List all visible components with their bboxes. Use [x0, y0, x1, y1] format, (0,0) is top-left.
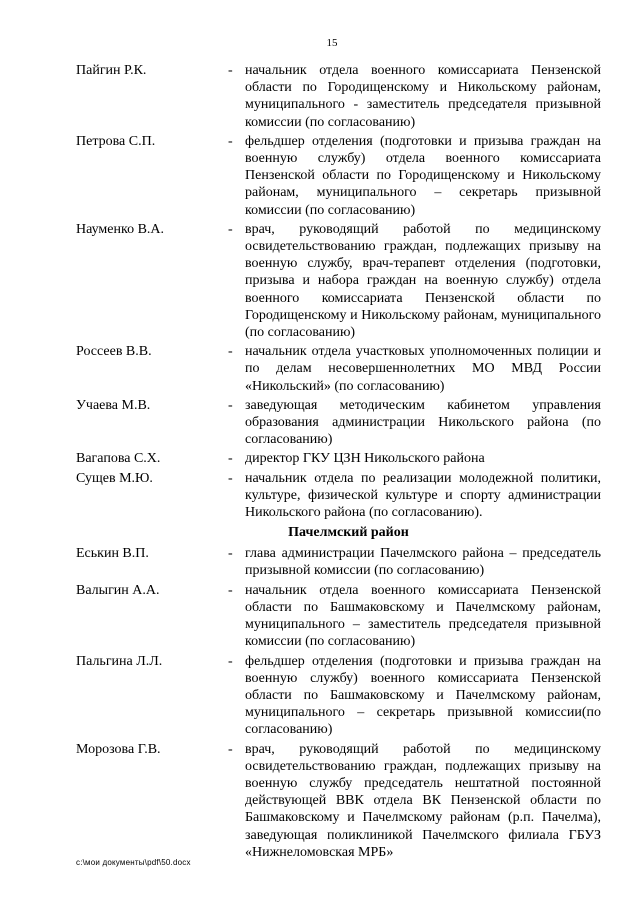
separator-dash: -: [228, 344, 233, 360]
list-item: [76, 582, 601, 651]
separator-dash: -: [228, 582, 233, 598]
list-item: [76, 741, 601, 861]
list-item: [76, 221, 601, 341]
member-name: Пальгина Л.Л.: [76, 653, 163, 669]
section-title: Пачелмский район: [288, 525, 409, 541]
member-name: Учаева М.В.: [76, 397, 151, 413]
member-name: Валыгин А.А.: [76, 582, 160, 598]
list-item: [76, 343, 601, 395]
separator-dash: -: [228, 63, 233, 78]
separator-dash: -: [228, 546, 233, 562]
commission-list: [76, 62, 601, 863]
file-path-footer: c:\мои документы\pdf\50.docx: [76, 858, 191, 867]
list-item: [76, 397, 601, 449]
member-position: фельдшер отделения (подготовки и призыва граждан на военную службу) военного комиссариата Пензенской области по Башмаковскому и Пачелмскому районам, муниципального – секретарь призывной комиссии(по согласованию): [245, 653, 601, 738]
list-item: [76, 545, 601, 579]
member-name: Морозова Г.В.: [76, 741, 161, 757]
member-position: начальник отдела военного комиссариата Пензенской области по Городищенскому и Никольскому районам, муниципального - заместитель председателя призывной комиссии (по согласованию): [245, 63, 601, 130]
separator-dash: -: [228, 741, 233, 757]
member-name: Науменко В.А.: [76, 221, 165, 237]
member-name: Еськин В.П.: [76, 546, 149, 562]
member-name: Вагапова С.Х.: [76, 451, 161, 467]
member-position: начальник отдела участковых уполномоченных полиции и по делам несовершеннолетних МО МВД России «Никольский» (по согласованию): [245, 344, 601, 394]
list-item: [76, 450, 601, 467]
member-position: заведующая методическим кабинетом управления образования администрации Никольского района (по согласованию): [245, 397, 601, 448]
list-item: [76, 653, 601, 739]
member-position: начальник отдела по реализации молодежной политики, культуре, физической культуре и спорту администрации Никольского района (по согласованию).: [245, 470, 601, 521]
separator-dash: -: [228, 653, 233, 669]
member-name: Пайгин Р.К.: [76, 63, 147, 78]
member-position: глава администрации Пачелмского района – председатель призывной комиссии (по согласованию): [245, 546, 601, 579]
list-item: [76, 470, 601, 522]
separator-dash: -: [228, 451, 233, 467]
member-position: начальник отдела военного комиссариата Пензенской области по Башмаковскому и Пачелмскому районам, муниципального – заместитель председателя призывной комиссии (по согласованию): [245, 582, 601, 650]
separator-dash: -: [228, 133, 233, 149]
member-position: врач, руководящий работой по медицинскому освидетельствованию граждан, подлежащих призыву на военную службу председатель нештатной постоянной действующей ВВК отдела ВК Пензенской области по Башмаковскому и Пачелмскому районам (р.п. Пачелма), заведующая поликлиникой Пачелмского филиала ГБУЗ «Нижнеломовская МРБ»: [245, 741, 601, 860]
list-item: [76, 133, 601, 219]
member-position: директор ГКУ ЦЗН Никольского района: [245, 451, 485, 467]
separator-dash: -: [228, 470, 233, 486]
page-number: 15: [326, 37, 338, 49]
member-position: фельдшер отделения (подготовки и призыва граждан на военную службу) отдела военного комиссариата Пензенской области по Городищенскому и Никольскому районам, муниципального – секретарь призывной комиссии (по согласованию): [245, 133, 601, 218]
separator-dash: -: [228, 397, 233, 413]
separator-dash: -: [228, 221, 233, 237]
member-position: врач, руководящий работой по медицинскому освидетельствованию граждан, подлежащих призыву на военную службу, врач-терапевт отделения (подготовки, призыва и набора граждан на военную службу) отдела военного комиссариата Пензенской области по Городищенскому и Никольскому районам, муниципального (по согласованию): [245, 221, 601, 341]
member-name: Россеев В.В.: [76, 344, 152, 360]
list-item: [76, 62, 601, 131]
member-name: Сущев М.Ю.: [76, 470, 153, 486]
member-name: Петрова С.П.: [76, 133, 156, 149]
